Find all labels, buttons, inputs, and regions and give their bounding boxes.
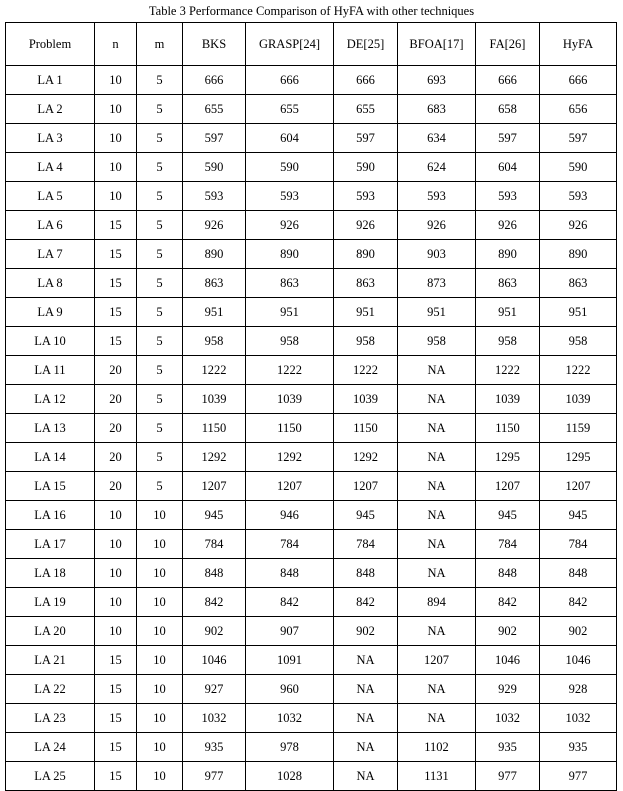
table-row — [6, 269, 617, 298]
table-row — [6, 211, 617, 240]
table-row — [6, 733, 617, 762]
value-cell: 10 — [137, 559, 183, 588]
value-cell: 590 — [540, 153, 617, 182]
value-cell: 20 — [95, 472, 137, 501]
problem-cell: LA 25 — [6, 762, 95, 791]
value-cell: 593 — [476, 182, 540, 211]
value-cell: 15 — [95, 646, 137, 675]
value-cell: 1039 — [246, 385, 334, 414]
problem-cell: LA 22 — [6, 675, 95, 704]
table-row — [6, 66, 617, 95]
column-header: FA[26] — [476, 23, 540, 66]
value-cell: 977 — [183, 762, 246, 791]
value-cell: 935 — [183, 733, 246, 762]
value-cell: NA — [398, 559, 476, 588]
problem-cell: LA 23 — [6, 704, 95, 733]
value-cell: 597 — [334, 124, 398, 153]
value-cell: 902 — [183, 617, 246, 646]
value-cell: 15 — [95, 211, 137, 240]
table-row — [6, 356, 617, 385]
table-row — [6, 327, 617, 356]
value-cell: 15 — [95, 733, 137, 762]
value-cell: 5 — [137, 124, 183, 153]
value-cell: 590 — [246, 153, 334, 182]
value-cell: 894 — [398, 588, 476, 617]
value-cell: 10 — [95, 617, 137, 646]
value-cell: 784 — [540, 530, 617, 559]
value-cell: 683 — [398, 95, 476, 124]
value-cell: NA — [398, 414, 476, 443]
column-header: BFOA[17] — [398, 23, 476, 66]
table-row — [6, 704, 617, 733]
problem-cell: LA 14 — [6, 443, 95, 472]
problem-cell: LA 16 — [6, 501, 95, 530]
value-cell: 5 — [137, 414, 183, 443]
value-cell: 5 — [137, 240, 183, 269]
value-cell: 958 — [334, 327, 398, 356]
value-cell: 863 — [183, 269, 246, 298]
value-cell: 1046 — [476, 646, 540, 675]
value-cell: 15 — [95, 675, 137, 704]
value-cell: NA — [334, 762, 398, 791]
value-cell: 929 — [476, 675, 540, 704]
problem-cell: LA 3 — [6, 124, 95, 153]
problem-cell: LA 20 — [6, 617, 95, 646]
value-cell: 10 — [95, 501, 137, 530]
problem-cell: LA 1 — [6, 66, 95, 95]
value-cell: 1222 — [476, 356, 540, 385]
value-cell: 10 — [137, 617, 183, 646]
value-cell: 1207 — [183, 472, 246, 501]
value-cell: 926 — [476, 211, 540, 240]
value-cell: 842 — [246, 588, 334, 617]
table-row — [6, 472, 617, 501]
value-cell: 5 — [137, 443, 183, 472]
value-cell: 10 — [95, 124, 137, 153]
value-cell: 926 — [334, 211, 398, 240]
value-cell: 5 — [137, 472, 183, 501]
problem-cell: LA 6 — [6, 211, 95, 240]
value-cell: 848 — [540, 559, 617, 588]
table-caption: Table 3 Performance Comparison of HyFA with other techniques — [148, 4, 475, 18]
value-cell: 590 — [334, 153, 398, 182]
value-cell: 946 — [246, 501, 334, 530]
value-cell: 15 — [95, 762, 137, 791]
value-cell: 926 — [540, 211, 617, 240]
value-cell: 597 — [540, 124, 617, 153]
value-cell: 951 — [476, 298, 540, 327]
column-header: n — [95, 23, 137, 66]
value-cell: 926 — [398, 211, 476, 240]
value-cell: 842 — [540, 588, 617, 617]
value-cell: 863 — [334, 269, 398, 298]
value-cell: 5 — [137, 95, 183, 124]
table-row — [6, 559, 617, 588]
value-cell: 890 — [540, 240, 617, 269]
value-cell: 842 — [183, 588, 246, 617]
value-cell: 1222 — [334, 356, 398, 385]
value-cell: 842 — [476, 588, 540, 617]
value-cell: 873 — [398, 269, 476, 298]
value-cell: 1046 — [540, 646, 617, 675]
value-cell: 10 — [137, 762, 183, 791]
value-cell: 1159 — [540, 414, 617, 443]
value-cell: 1150 — [183, 414, 246, 443]
value-cell: 1091 — [246, 646, 334, 675]
table-row — [6, 501, 617, 530]
value-cell: 784 — [183, 530, 246, 559]
value-cell: 634 — [398, 124, 476, 153]
problem-cell: LA 21 — [6, 646, 95, 675]
table-row — [6, 240, 617, 269]
value-cell: 666 — [183, 66, 246, 95]
value-cell: 1292 — [183, 443, 246, 472]
value-cell: 926 — [183, 211, 246, 240]
problem-cell: LA 10 — [6, 327, 95, 356]
value-cell: 15 — [95, 269, 137, 298]
value-cell: 1222 — [183, 356, 246, 385]
value-cell: NA — [334, 646, 398, 675]
value-cell: 951 — [246, 298, 334, 327]
value-cell: 1222 — [540, 356, 617, 385]
value-cell: 890 — [183, 240, 246, 269]
value-cell: 10 — [95, 153, 137, 182]
problem-cell: LA 24 — [6, 733, 95, 762]
value-cell: 655 — [183, 95, 246, 124]
value-cell: 1207 — [398, 646, 476, 675]
value-cell: 20 — [95, 356, 137, 385]
value-cell: 20 — [95, 414, 137, 443]
value-cell: 958 — [540, 327, 617, 356]
table-row — [6, 414, 617, 443]
value-cell: 1046 — [183, 646, 246, 675]
value-cell: 655 — [334, 95, 398, 124]
value-cell: 10 — [137, 733, 183, 762]
value-cell: 945 — [476, 501, 540, 530]
value-cell: 1150 — [476, 414, 540, 443]
value-cell: 977 — [476, 762, 540, 791]
value-cell: 1039 — [540, 385, 617, 414]
value-cell: 951 — [183, 298, 246, 327]
value-cell: 945 — [183, 501, 246, 530]
value-cell: 863 — [476, 269, 540, 298]
value-cell: 10 — [95, 66, 137, 95]
value-cell: 597 — [476, 124, 540, 153]
problem-cell: LA 17 — [6, 530, 95, 559]
value-cell: 5 — [137, 153, 183, 182]
value-cell: 624 — [398, 153, 476, 182]
value-cell: 848 — [183, 559, 246, 588]
value-cell: 15 — [95, 704, 137, 733]
value-cell: 604 — [246, 124, 334, 153]
value-cell: 1032 — [476, 704, 540, 733]
table-row — [6, 646, 617, 675]
value-cell: 5 — [137, 327, 183, 356]
value-cell: 666 — [246, 66, 334, 95]
value-cell: 666 — [476, 66, 540, 95]
value-cell: NA — [398, 472, 476, 501]
value-cell: 693 — [398, 66, 476, 95]
value-cell: 666 — [540, 66, 617, 95]
value-cell: 1207 — [540, 472, 617, 501]
table-row — [6, 762, 617, 791]
column-header: BKS — [183, 23, 246, 66]
value-cell: 656 — [540, 95, 617, 124]
value-cell: 958 — [183, 327, 246, 356]
value-cell: 593 — [183, 182, 246, 211]
problem-cell: LA 4 — [6, 153, 95, 182]
value-cell: 951 — [540, 298, 617, 327]
value-cell: 951 — [398, 298, 476, 327]
value-cell: 890 — [334, 240, 398, 269]
value-cell: 5 — [137, 182, 183, 211]
value-cell: 10 — [95, 588, 137, 617]
value-cell: 951 — [334, 298, 398, 327]
problem-cell: LA 5 — [6, 182, 95, 211]
value-cell: 1207 — [334, 472, 398, 501]
value-cell: 935 — [540, 733, 617, 762]
value-cell: 1039 — [334, 385, 398, 414]
value-cell: 5 — [137, 356, 183, 385]
table-row — [6, 588, 617, 617]
value-cell: 1131 — [398, 762, 476, 791]
problem-cell: LA 13 — [6, 414, 95, 443]
value-cell: 960 — [246, 675, 334, 704]
column-header: Problem — [6, 23, 95, 66]
table-row — [6, 530, 617, 559]
value-cell: NA — [398, 530, 476, 559]
value-cell: 20 — [95, 385, 137, 414]
value-cell: 5 — [137, 211, 183, 240]
value-cell: NA — [398, 385, 476, 414]
value-cell: 958 — [246, 327, 334, 356]
value-cell: 903 — [398, 240, 476, 269]
problem-cell: LA 18 — [6, 559, 95, 588]
value-cell: 958 — [398, 327, 476, 356]
value-cell: NA — [334, 675, 398, 704]
table-row — [6, 617, 617, 646]
table-row — [6, 385, 617, 414]
value-cell: 1039 — [476, 385, 540, 414]
table-row — [6, 675, 617, 704]
problem-cell: LA 15 — [6, 472, 95, 501]
column-header: m — [137, 23, 183, 66]
value-cell: 784 — [476, 530, 540, 559]
value-cell: 593 — [246, 182, 334, 211]
value-cell: 1292 — [246, 443, 334, 472]
value-cell: NA — [334, 704, 398, 733]
value-cell: 1032 — [540, 704, 617, 733]
value-cell: 593 — [540, 182, 617, 211]
column-header: GRASP[24] — [246, 23, 334, 66]
value-cell: 907 — [246, 617, 334, 646]
table-body — [6, 66, 617, 791]
table-row — [6, 153, 617, 182]
value-cell: 15 — [95, 240, 137, 269]
value-cell: 5 — [137, 385, 183, 414]
value-cell: 10 — [95, 182, 137, 211]
table-row — [6, 182, 617, 211]
problem-cell: LA 11 — [6, 356, 95, 385]
value-cell: 593 — [398, 182, 476, 211]
value-cell: 1032 — [246, 704, 334, 733]
value-cell: NA — [398, 443, 476, 472]
comparison-table — [5, 22, 617, 791]
value-cell: 842 — [334, 588, 398, 617]
value-cell: 1295 — [540, 443, 617, 472]
value-cell: 784 — [334, 530, 398, 559]
column-header: HyFA — [540, 23, 617, 66]
value-cell: NA — [398, 617, 476, 646]
value-cell: 1150 — [334, 414, 398, 443]
value-cell: 977 — [540, 762, 617, 791]
value-cell: 20 — [95, 443, 137, 472]
problem-cell: LA 12 — [6, 385, 95, 414]
value-cell: 863 — [246, 269, 334, 298]
value-cell: 928 — [540, 675, 617, 704]
value-cell: 597 — [183, 124, 246, 153]
value-cell: 1295 — [476, 443, 540, 472]
value-cell: 945 — [540, 501, 617, 530]
value-cell: 10 — [137, 588, 183, 617]
table-row — [6, 298, 617, 327]
table-row — [6, 95, 617, 124]
value-cell: 15 — [95, 327, 137, 356]
value-cell: 10 — [95, 95, 137, 124]
value-cell: 10 — [137, 675, 183, 704]
value-cell: 1207 — [476, 472, 540, 501]
value-cell: 15 — [95, 298, 137, 327]
value-cell: NA — [398, 501, 476, 530]
value-cell: NA — [334, 733, 398, 762]
value-cell: 655 — [246, 95, 334, 124]
value-cell: 604 — [476, 153, 540, 182]
value-cell: 1102 — [398, 733, 476, 762]
value-cell: 927 — [183, 675, 246, 704]
problem-cell: LA 8 — [6, 269, 95, 298]
value-cell: NA — [398, 675, 476, 704]
value-cell: 10 — [137, 530, 183, 559]
value-cell: 1222 — [246, 356, 334, 385]
value-cell: 658 — [476, 95, 540, 124]
problem-cell: LA 19 — [6, 588, 95, 617]
value-cell: 590 — [183, 153, 246, 182]
value-cell: NA — [398, 704, 476, 733]
value-cell: 945 — [334, 501, 398, 530]
value-cell: 5 — [137, 269, 183, 298]
table-row — [6, 124, 617, 153]
value-cell: 1207 — [246, 472, 334, 501]
value-cell: 1032 — [183, 704, 246, 733]
value-cell: 848 — [334, 559, 398, 588]
value-cell: 1039 — [183, 385, 246, 414]
problem-cell: LA 2 — [6, 95, 95, 124]
table-header-row — [6, 23, 617, 66]
problem-cell: LA 9 — [6, 298, 95, 327]
value-cell: 978 — [246, 733, 334, 762]
value-cell: NA — [398, 356, 476, 385]
value-cell: 1028 — [246, 762, 334, 791]
value-cell: 784 — [246, 530, 334, 559]
value-cell: 926 — [246, 211, 334, 240]
value-cell: 10 — [137, 646, 183, 675]
value-cell: 10 — [137, 501, 183, 530]
value-cell: 863 — [540, 269, 617, 298]
value-cell: 902 — [540, 617, 617, 646]
value-cell: 848 — [246, 559, 334, 588]
value-cell: 848 — [476, 559, 540, 588]
value-cell: 5 — [137, 298, 183, 327]
column-header: DE[25] — [334, 23, 398, 66]
value-cell: 890 — [246, 240, 334, 269]
value-cell: 935 — [476, 733, 540, 762]
value-cell: 10 — [95, 559, 137, 588]
value-cell: 902 — [334, 617, 398, 646]
value-cell: 890 — [476, 240, 540, 269]
value-cell: 958 — [476, 327, 540, 356]
value-cell: 593 — [334, 182, 398, 211]
value-cell: 1150 — [246, 414, 334, 443]
table-row — [6, 443, 617, 472]
problem-cell: LA 7 — [6, 240, 95, 269]
value-cell: 902 — [476, 617, 540, 646]
value-cell: 10 — [137, 704, 183, 733]
value-cell: 5 — [137, 66, 183, 95]
value-cell: 10 — [95, 530, 137, 559]
value-cell: 666 — [334, 66, 398, 95]
value-cell: 1292 — [334, 443, 398, 472]
